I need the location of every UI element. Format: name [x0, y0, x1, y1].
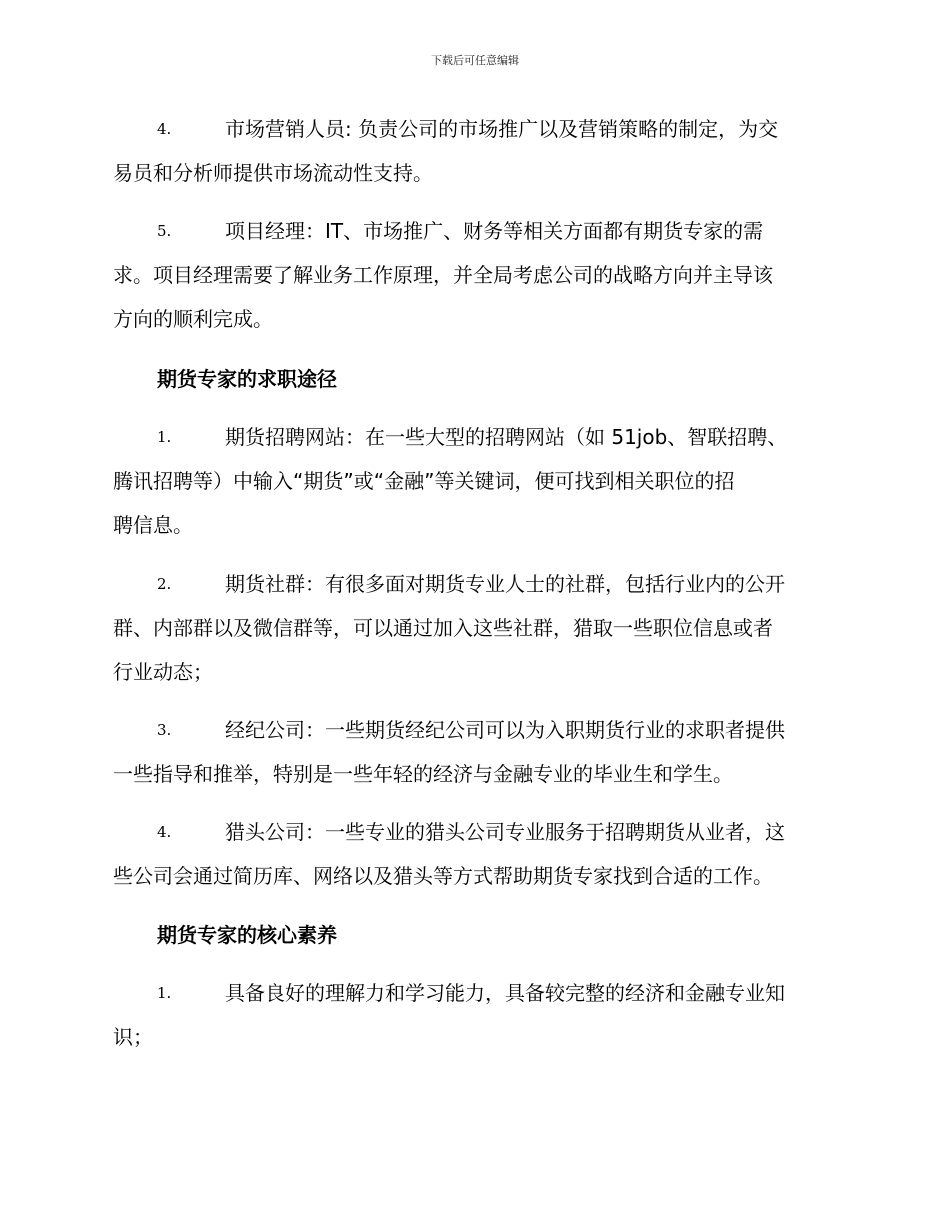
item-number: 4.: [157, 120, 172, 138]
item-text: 些公司会通过简历库、网络以及猎头等方式帮助期货专家找到合适的工作。: [113, 864, 773, 888]
item-text: 市场营销人员: 负责公司的市场推广以及营销策略的制定，为交: [225, 117, 779, 141]
item-number: 2.: [157, 575, 172, 593]
section-heading: 期货专家的求职途径: [157, 367, 337, 391]
item-number: 1.: [157, 428, 172, 446]
item-number: 5.: [157, 222, 172, 240]
item-text: 具备良好的理解力和学习能力，具备较完整的经济和金融专业知: [225, 981, 785, 1005]
item-text: 一些指导和推举，特别是一些年轻的经济与金融专业的毕业生和学生。: [113, 762, 733, 786]
item-text: 项目经理：IT、市场推广、财务等相关方面都有期货专家的需: [225, 219, 764, 243]
list-item: [113, 217, 835, 333]
item-text: 易员和分析师提供市场流动性支持。: [113, 161, 433, 185]
item-text: 群、内部群以及微信群等，可以通过加入这些社群，猎取一些职位信息或者: [113, 616, 773, 640]
list-item: [113, 423, 835, 539]
list-item: [113, 570, 835, 686]
item-number: 3.: [157, 721, 172, 739]
item-text: 腾讯招聘等）中输入“期货”或“金融”等关键词，便可找到相关职位的招: [113, 469, 735, 493]
item-text: 猎头公司：一些专业的猎头公司专业服务于招聘期货从业者，这: [225, 820, 785, 844]
item-number: 1.: [157, 984, 172, 1002]
list-item: [113, 979, 835, 1051]
item-text: 聘信息。: [113, 513, 193, 537]
page-header: 下载后可任意编辑: [431, 54, 519, 67]
section-heading: 期货专家的核心素养: [157, 923, 337, 947]
item-text: 方向的顺利完成。: [113, 307, 273, 331]
item-text: 期货社群：有很多面对期货专业人士的社群，包括行业内的公开: [225, 572, 785, 596]
item-text: 求。项目经理需要了解业务工作原理，并全局考虑公司的战略方向并主导该: [113, 263, 773, 287]
item-text: 经纪公司：一些期货经纪公司可以为入职期货行业的求职者提供: [225, 718, 785, 742]
item-text: 期货招聘网站：在一些大型的招聘网站（如 51job、智联招聘、: [225, 425, 788, 449]
list-item: [113, 115, 835, 187]
item-number: 4.: [157, 823, 172, 841]
item-text: 识；: [113, 1025, 153, 1049]
list-item: [113, 716, 835, 788]
list-item: [113, 818, 835, 890]
item-text: 行业动态；: [113, 660, 213, 684]
